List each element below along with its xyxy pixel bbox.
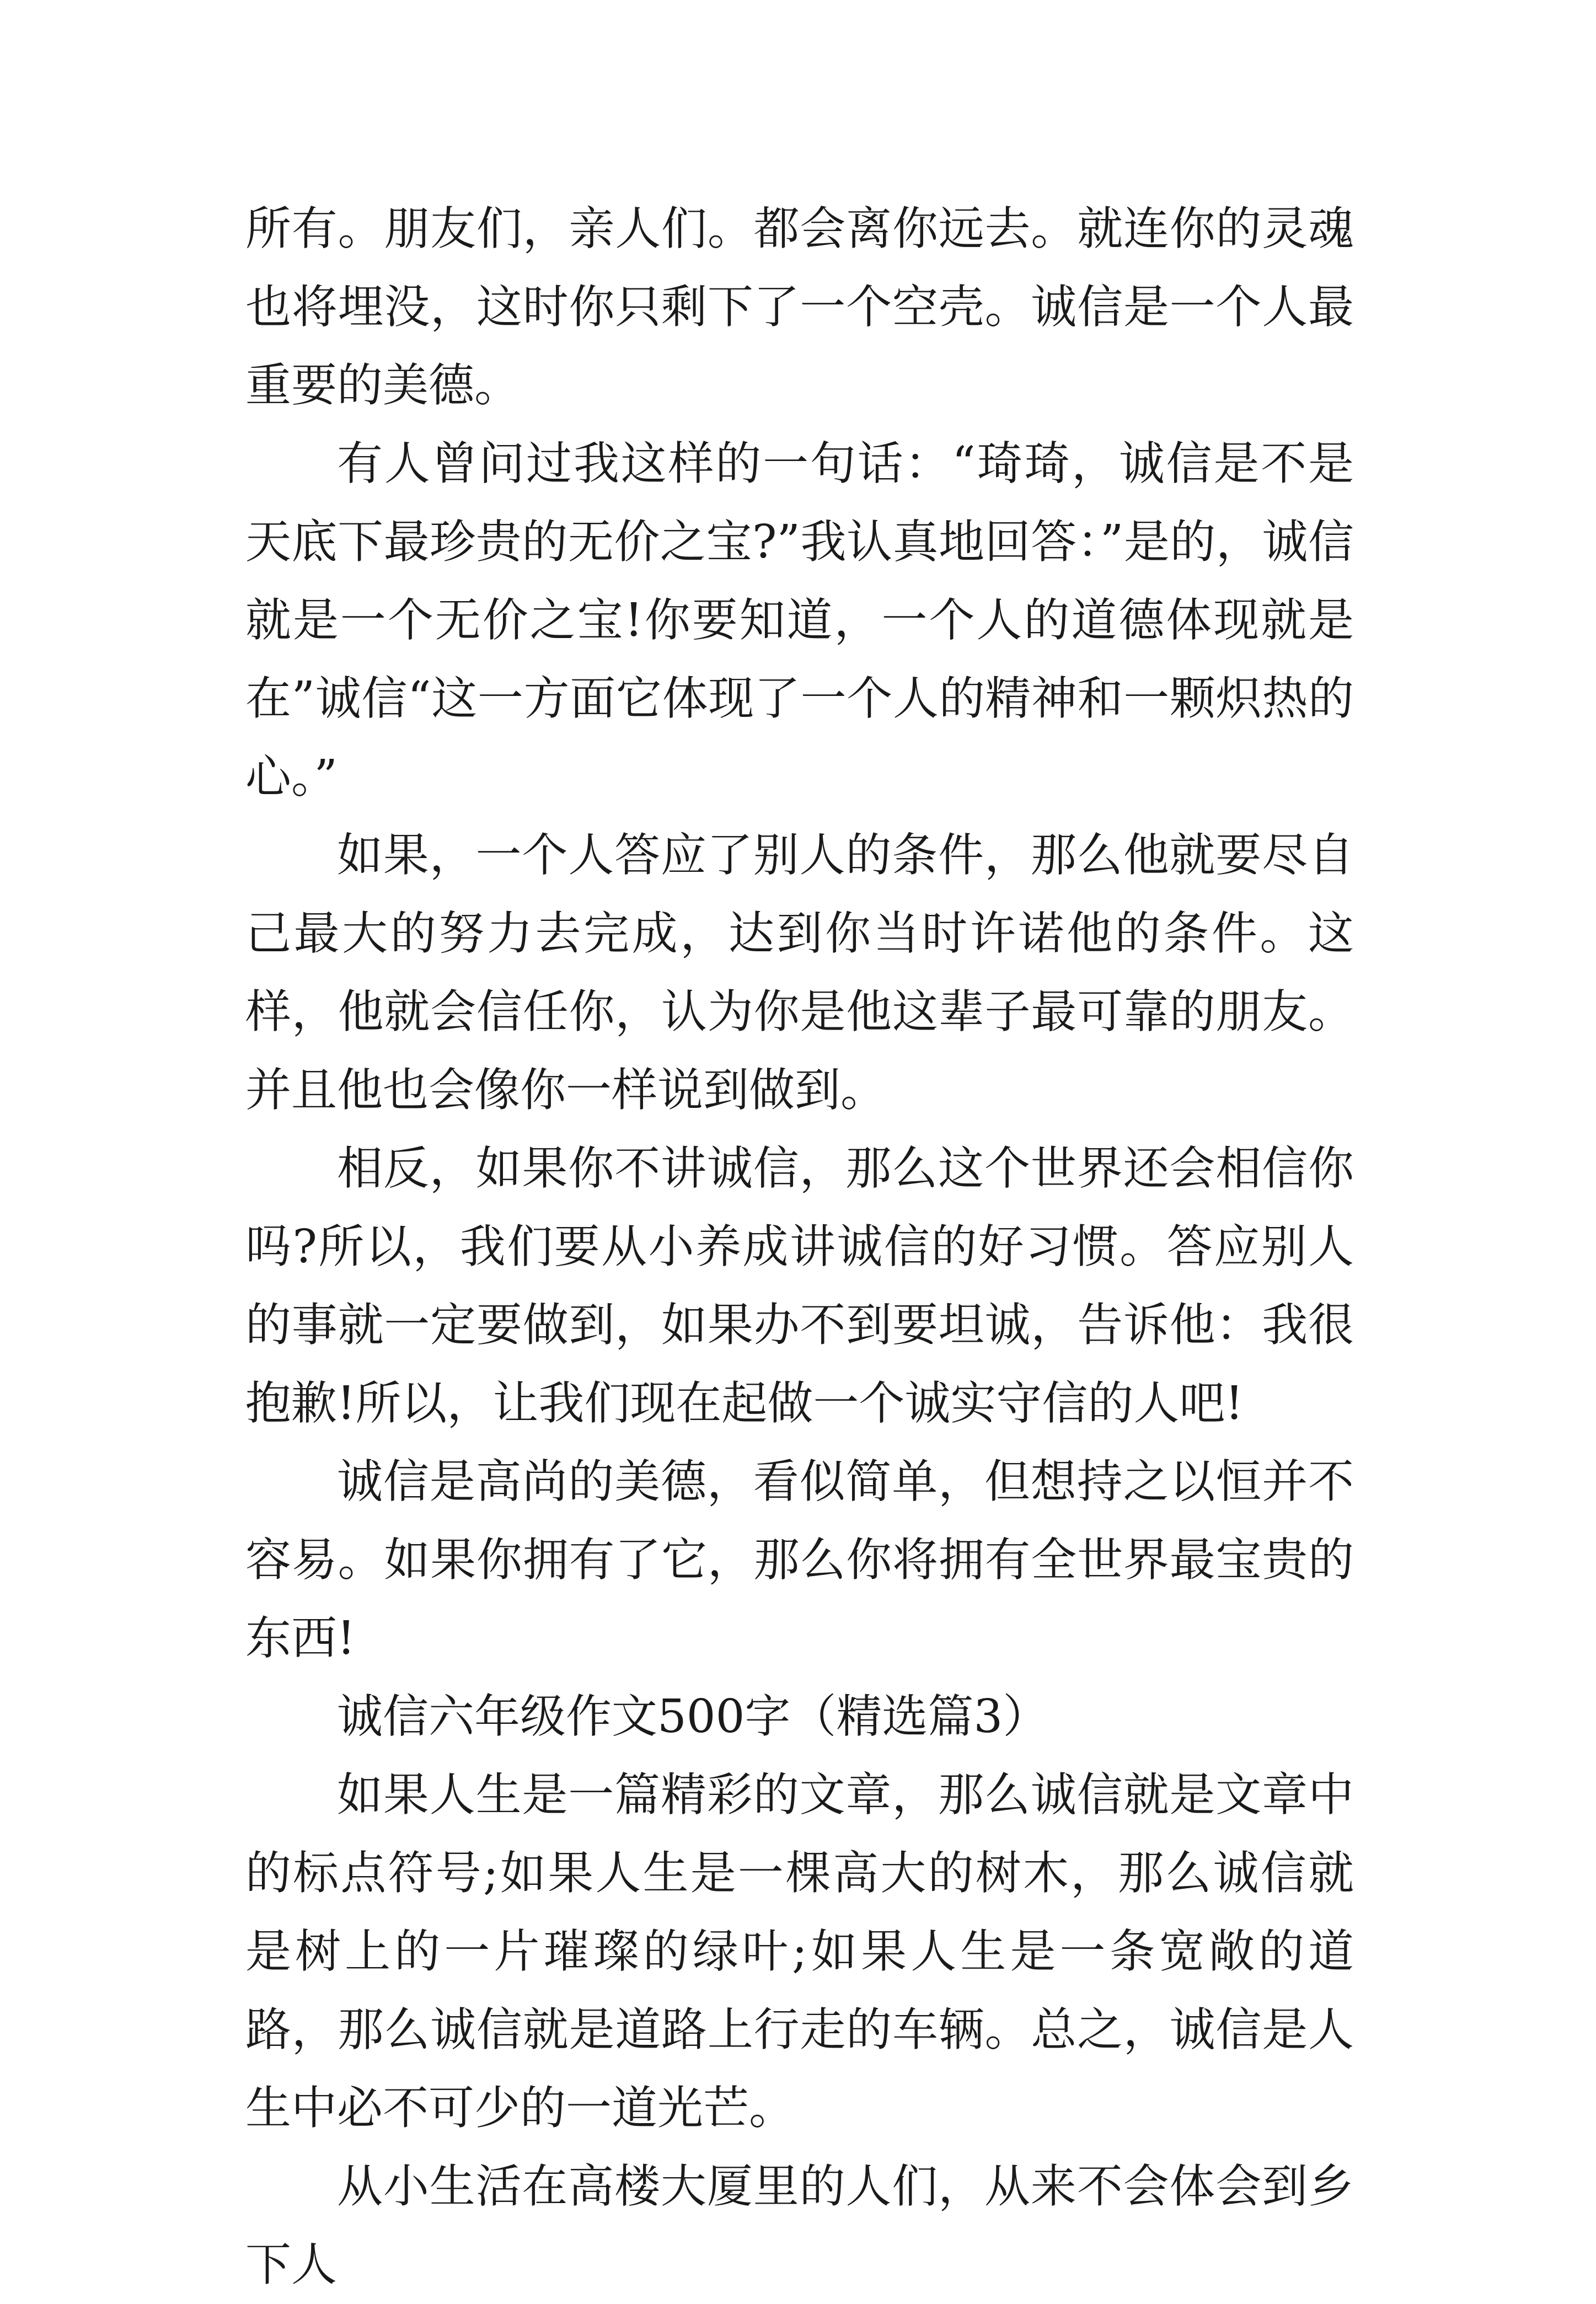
paragraph-continuation: 所有。朋友们，亲人们。都会离你远去。就连你的灵魂也将埋没，这时你只剩下了一个空壳。诚信是一个人最重要的美德。 (245, 202, 1354, 412)
section-title: 诚信六年级作文500字（精选篇3） (337, 1690, 1049, 1743)
paragraph-promise: 如果，一个人答应了别人的条件，那么他就要尽自己最大的努力去完成，达到你当时许诺他的条件。这样，他就会信任你，认为你是他这辈子最可靠的朋友。并且他也会像你一样说到做到。 (245, 828, 1354, 1117)
paragraph-city-life: 从小生活在高楼大厦里的人们，从来不会体会到乡下人 (245, 2160, 1354, 2291)
paragraph-virtue: 诚信是高尚的美德，看似简单，但想持之以恒并不容易。如果你拥有了它，那么你将拥有全世界最宝贵的东西! (245, 1455, 1354, 1665)
paragraph-contrary: 相反，如果你不讲诚信，那么这个世界还会相信你吗?所以，我们要从小养成讲诚信的好习惯。答应别人的事就一定要做到，如果办不到要坦诚，告诉他：我很抱歉!所以，让我们现在起做一个诚实守信的人吧! (245, 1142, 1354, 1430)
paragraph-question: 有人曾问过我这样的一句话：“琦琦，诚信是不是天底下最珍贵的无价之宝?”我认真地回答：”是的，诚信就是一个无价之宝!你要知道，一个人的道德体现就是在”诚信“这一方面它体现了一个人的精神和一颗炽热的心。” (245, 437, 1354, 803)
document-body (245, 190, 1354, 2304)
paragraph-metaphor: 如果人生是一篇精彩的文章，那么诚信就是文章中的标点符号;如果人生是一棵高大的树木，那么诚信就是树上的一片璀璨的绿叶;如果人生是一条宽敞的道路，那么诚信就是道路上行走的车辆。总之，诚信是人生中必不可少的一道光芒。 (245, 1768, 1354, 2135)
